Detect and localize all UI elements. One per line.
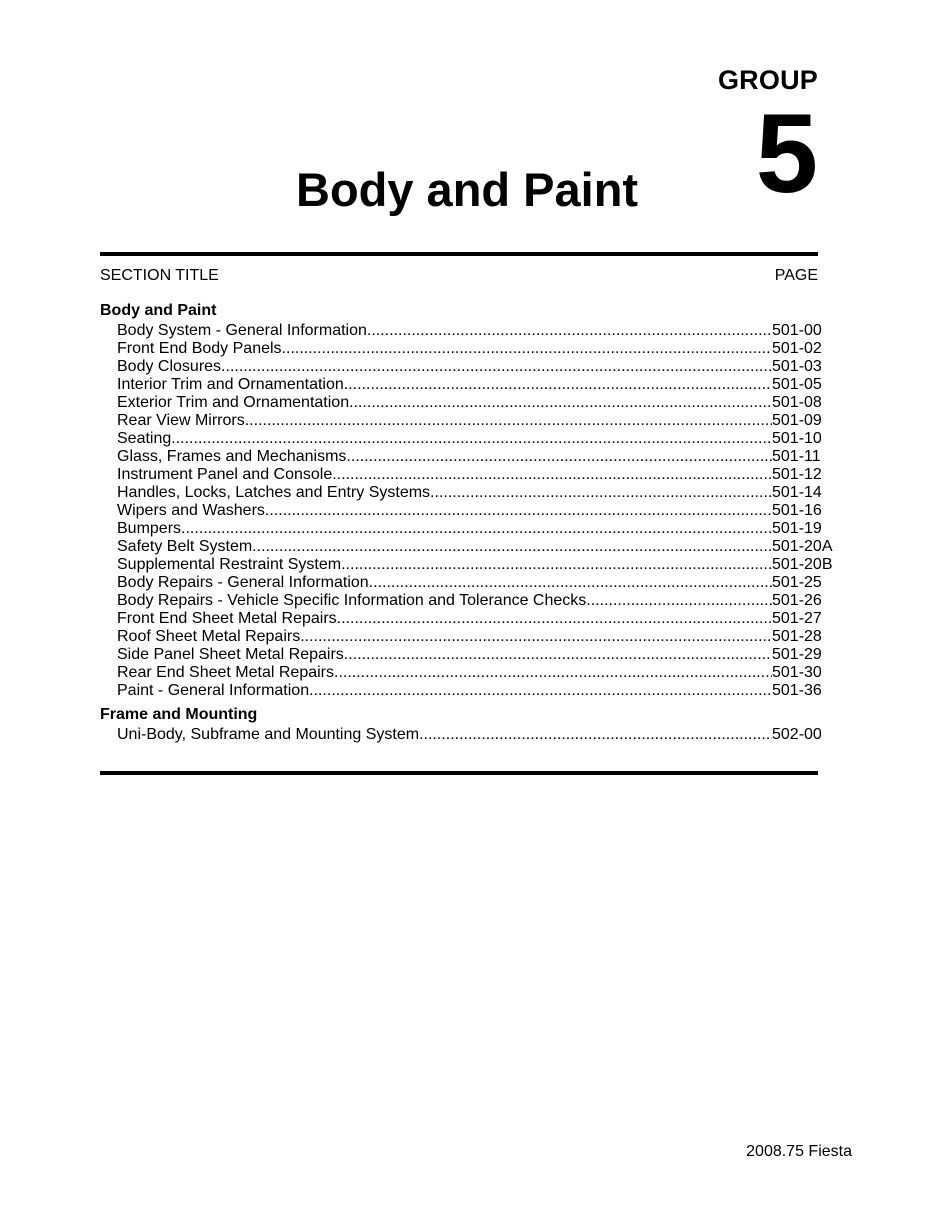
toc-entry-page: 501-26: [772, 592, 822, 609]
toc-entry-title: Seating: [117, 430, 172, 447]
toc-entry-page: 501-28: [772, 628, 822, 645]
dot-leader: [282, 340, 772, 358]
toc-entry[interactable]: [100, 556, 840, 574]
toc-entry-page: 501-19: [772, 520, 822, 537]
toc-entry-page: 501-20B: [772, 556, 833, 573]
dot-leader: [344, 376, 772, 394]
toc-entry[interactable]: [100, 484, 840, 502]
footer-model: 2008.75 Fiesta: [746, 1143, 852, 1160]
toc-entry[interactable]: [100, 358, 840, 376]
toc-entry[interactable]: [100, 646, 840, 664]
toc-entry-title: Body Closures: [117, 358, 222, 375]
column-headers: [100, 265, 818, 287]
toc-entry-page: 501-16: [772, 502, 822, 519]
bottom-divider: [100, 771, 818, 775]
toc-entry-title: Glass, Frames and Mechanisms: [117, 448, 347, 465]
toc-entry-title: Safety Belt System: [117, 538, 253, 555]
toc-entry-title: Exterior Trim and Ornamentation: [117, 394, 350, 411]
toc-entry-title: Supplemental Restraint System: [117, 556, 342, 573]
toc-entry-title: Bumpers: [117, 520, 182, 537]
toc-entry-title: Rear End Sheet Metal Repairs: [117, 664, 334, 681]
toc-entry-page: 501-36: [772, 682, 822, 699]
toc-entry-page: 501-20A: [772, 538, 833, 555]
toc-entry-title: Body Repairs - Vehicle Specific Information and Tolerance Checks: [117, 592, 587, 609]
toc-entry[interactable]: [100, 592, 840, 610]
dot-leader: [309, 682, 772, 700]
toc-entry-title: Body System - General Information: [117, 322, 367, 339]
toc-entry-title: Front End Sheet Metal Repairs: [117, 610, 337, 627]
toc-entry-page: 501-03: [772, 358, 822, 375]
toc-entry[interactable]: [100, 466, 840, 484]
toc-entry-title: Handles, Locks, Latches and Entry Systems: [117, 484, 431, 501]
dot-leader: [346, 448, 772, 466]
toc-entry-page: 501-02: [772, 340, 822, 357]
toc-entry-page: 501-05: [772, 376, 822, 393]
toc-entry-title: Paint - General Information: [117, 682, 310, 699]
dot-leader: [367, 322, 772, 340]
dot-leader: [221, 358, 772, 376]
toc-entry[interactable]: [100, 340, 840, 358]
toc-entry-page: 501-10: [772, 430, 822, 447]
toc-group-title: Body and Paint: [100, 302, 217, 319]
dot-leader: [171, 430, 772, 448]
dot-leader: [430, 484, 772, 502]
toc-group: [100, 704, 840, 744]
dot-leader: [300, 628, 772, 646]
toc-entry[interactable]: [100, 376, 840, 394]
toc-entry[interactable]: [100, 412, 840, 430]
toc-group-title: Frame and Mounting: [100, 706, 258, 723]
toc-entry[interactable]: [100, 664, 840, 682]
dot-leader: [349, 394, 772, 412]
toc-entry[interactable]: [100, 502, 840, 520]
page-header: PAGE: [774, 267, 818, 284]
toc-entry-title: Side Panel Sheet Metal Repairs: [117, 646, 344, 663]
table-of-contents: [100, 300, 840, 744]
toc-entry-page: 501-27: [772, 610, 822, 627]
toc-entry[interactable]: [100, 322, 840, 340]
toc-entry-title: Rear View Mirrors: [117, 412, 245, 429]
dot-leader: [337, 610, 772, 628]
toc-entry[interactable]: [100, 520, 840, 538]
toc-entry-title: Front End Body Panels: [117, 340, 282, 357]
section-title-header: SECTION TITLE: [100, 267, 219, 284]
dot-leader: [245, 412, 772, 430]
toc-entry-title: Instrument Panel and Console: [117, 466, 333, 483]
toc-entry-page: 501-09: [772, 412, 822, 429]
dot-leader: [419, 726, 772, 744]
toc-entry-title: Body Repairs - General Information: [117, 574, 369, 591]
toc-entry-page: 501-00: [772, 322, 822, 339]
toc-entry-page: 501-11: [772, 448, 821, 465]
toc-entry-title: Interior Trim and Ornamentation: [117, 376, 344, 393]
toc-entry[interactable]: [100, 628, 840, 646]
toc-entry-page: 501-08: [772, 394, 822, 411]
toc-entry[interactable]: [100, 682, 840, 700]
toc-entry[interactable]: [100, 726, 840, 744]
dot-leader: [332, 466, 772, 484]
top-divider: [100, 252, 818, 256]
dot-leader: [252, 538, 772, 556]
toc-entry-title: Uni-Body, Subframe and Mounting System: [117, 726, 420, 743]
toc-group: [100, 300, 840, 700]
toc-entry-title: Wipers and Washers: [117, 502, 265, 519]
toc-entry[interactable]: [100, 538, 840, 556]
toc-entry-page: 501-25: [772, 574, 822, 591]
toc-entry[interactable]: [100, 394, 840, 412]
dot-leader: [344, 646, 772, 664]
dot-leader: [334, 664, 772, 682]
toc-entry-page: 501-30: [772, 664, 822, 681]
toc-entry-page: 501-29: [772, 646, 822, 663]
toc-entry[interactable]: [100, 448, 840, 466]
toc-entry[interactable]: [100, 430, 840, 448]
group-number: 5: [755, 91, 818, 216]
dot-leader: [181, 520, 772, 538]
group-label: GROUP: [717, 65, 818, 95]
toc-entry[interactable]: [100, 574, 840, 592]
toc-entry-title: Roof Sheet Metal Repairs: [117, 628, 301, 645]
toc-entry-page: 501-14: [772, 484, 822, 501]
toc-entry[interactable]: [100, 610, 840, 628]
toc-entry-page: 501-12: [772, 466, 822, 483]
toc-entry-page: 502-00: [772, 726, 822, 743]
dot-leader: [586, 592, 772, 610]
dot-leader: [369, 574, 772, 592]
page-title: Body and Paint: [296, 163, 639, 216]
dot-leader: [341, 556, 772, 574]
dot-leader: [265, 502, 772, 520]
